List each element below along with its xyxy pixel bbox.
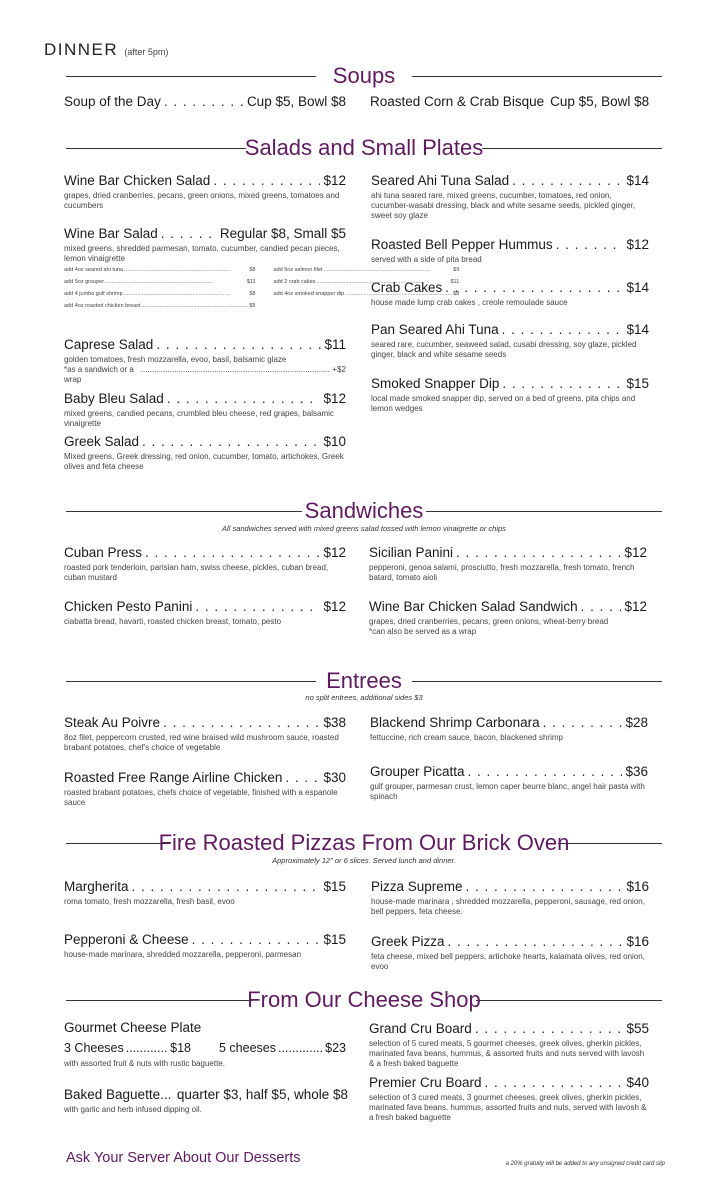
- item-description: selection of 5 cured meats, 5 gourmet cheeses, greek olives, gherkin pickles, marinated fava beans, hummus, & assorted fruits and nuts served with lavosh & a fresh baked baguette: [369, 1039, 645, 1068]
- addon-name: add 2 crab cakes: [273, 279, 316, 285]
- menu-item: [369, 598, 647, 637]
- item-description: grapes, dried cranberries, pecans, green onions, mixed greens, tomatoes and cucumbers: [64, 191, 340, 210]
- item-description: gulf grouper, parmesan crust, lemon caper beurre blanc, angel hair pasta with spinach: [370, 782, 645, 801]
- pizzas-section-header: [66, 831, 662, 855]
- item-description: local made smoked snapper dip, served on a bed of greens, pita chips and lemon wedges: [371, 394, 636, 413]
- addon-name: add 5oz salmon filet: [273, 267, 323, 273]
- desserts-note: Ask Your Server About Our Desserts: [66, 1150, 301, 1166]
- item-price: $12: [624, 545, 647, 560]
- menu-item: [64, 714, 346, 753]
- menu-item: [64, 336, 346, 385]
- item-description: served with a side of pita bread: [371, 255, 482, 264]
- item-description: house made lump crab cakes , creole remoulade sauce: [371, 298, 568, 307]
- item-price: $11: [324, 337, 346, 352]
- item-name: Baby Bleu Salad: [64, 391, 164, 406]
- entrees-section-header: [66, 669, 662, 693]
- item-description: feta cheese, mixed bell peppers, artichoke hearts, kalamata olives, red onion, evoo: [371, 952, 645, 971]
- option-label: 3 Cheeses: [64, 1041, 124, 1055]
- item-price: Cup $5, Bowl $8: [246, 94, 346, 109]
- menu-item: [370, 714, 648, 743]
- menu-item: [371, 236, 649, 265]
- sandwiches-title: Sandwiches: [304, 498, 424, 523]
- item-name: Chicken Pesto Panini: [64, 599, 193, 614]
- option-price: $18: [170, 1041, 191, 1055]
- addon-name: add 4oz seared ahi tuna: [64, 267, 124, 273]
- menu-item: [64, 769, 346, 808]
- menu-item: [371, 375, 649, 414]
- item-price: Regular $8, Small $5: [219, 226, 346, 241]
- menu-item: [64, 598, 346, 627]
- pizzas-title: Fire Roasted Pizzas From Our Brick Oven: [158, 830, 570, 855]
- item-description: roma tomato, fresh mozzarella, fresh basil, evoo: [64, 897, 235, 906]
- item-name: Blackend Shrimp Carbonara: [370, 715, 540, 730]
- item-name: Roasted Free Range Airline Chicken: [64, 770, 283, 785]
- item-description: ahi tuna seared rare, mixed greens, cucumber, tomatoes, red onion, cucumber-wasabi dressing, black and white sesame seeds, pickled ginger, sweet soy glaze: [371, 191, 636, 220]
- item-price: $12: [323, 391, 346, 406]
- addon-name: add 4oz smoked snapper dip: [273, 291, 345, 297]
- item-name: Grouper Picatta: [370, 764, 465, 779]
- dinner-time-note: (after 5pm): [124, 47, 169, 57]
- item-name: Soup of the Day: [64, 94, 161, 109]
- menu-item: [370, 93, 648, 110]
- item-description: mixed greens, candied pecans, crumbled bleu cheese, red grapes, balsamic vinaigrette: [64, 409, 334, 428]
- item-price: $12: [323, 545, 346, 560]
- item-description: house-made marinara, shredded mozzarella, pepperoni, parmesan: [64, 950, 302, 959]
- menu-item: [371, 172, 649, 221]
- cheese-title: From Our Cheese Shop: [247, 987, 481, 1012]
- item-description: Mixed greens, Greek dressing, red onion, cucumber, tomato, artichokes, Greek olives and feta cheese: [64, 452, 344, 471]
- item-name: Roasted Bell Pepper Hummus: [371, 237, 553, 252]
- item-name: Grand Cru Board: [369, 1021, 472, 1036]
- sandwiches-section-header: [66, 499, 662, 523]
- menu-item: [371, 933, 649, 972]
- item-name: Wine Bar Chicken Salad Sandwich: [369, 599, 578, 614]
- addon-price: $8: [453, 291, 460, 297]
- item-description-text: golden tomatoes, fresh mozzarella, evoo, basil, balsamic glaze: [64, 355, 287, 364]
- menu-item: [370, 763, 648, 802]
- item-price: quarter $3, half $5, whole $8: [176, 1087, 348, 1102]
- item-description: roasted pork tenderloin, parisian ham, swiss cheese, pickles, cuban bread, cuban mustard: [64, 563, 329, 582]
- item-name: Pan Seared Ahi Tuna: [371, 322, 499, 337]
- item-name: Smoked Snapper Dip: [371, 376, 500, 391]
- addon-name: add 4 jumbo gulf shrimp: [64, 291, 123, 297]
- item-name: Sicilian Panini: [369, 545, 454, 560]
- item-name: Baked Baguette...: [64, 1087, 172, 1102]
- menu-item: [369, 1074, 649, 1123]
- menu-item: [64, 93, 346, 110]
- item-description: roasted brabant potatoes, chefs choice of vegetable, finished with a espanole sauce: [64, 788, 338, 807]
- item-description: mixed greens, shredded parmesan, tomato, cucumber, candied pecan pieces, lemon vinaigrette: [64, 244, 340, 263]
- item-name: Pepperoni & Cheese: [64, 932, 189, 947]
- salads-section-header: [66, 136, 662, 160]
- item-description: pepperoni, genoa salami, prosciutto, fresh mozzarella, fresh tomato, french batard, tomato aioli: [369, 563, 635, 582]
- item-price: $14: [626, 322, 649, 337]
- dinner-heading: [44, 40, 168, 60]
- item-description: [369, 617, 647, 637]
- option-price: $23: [325, 1041, 346, 1055]
- option-label: 5 cheeses: [219, 1041, 276, 1055]
- item-name: Cuban Press: [64, 545, 143, 560]
- item-price: $14: [626, 173, 649, 188]
- item-price: $15: [626, 376, 649, 391]
- menu-item: [369, 544, 647, 583]
- extra-option-label: *as a sandwich or a wrap: [64, 365, 134, 384]
- item-price: $10: [323, 434, 346, 449]
- dinner-title: DINNER: [44, 40, 119, 59]
- item-description: house-made marinara , shredded mozzarella, pepperoni, sausage, red onion, bell peppers, feta cheese.: [371, 897, 645, 916]
- addon-price: $8: [249, 267, 256, 273]
- item-name: Pizza Supreme: [371, 879, 463, 894]
- salads-title: Salads and Small Plates: [244, 135, 484, 160]
- gratuity-note: a 20% gratuity will be added to any unsigned credit card slip: [505, 1161, 665, 1167]
- add-on-list: [64, 266, 460, 311]
- item-description-text: grapes, dried cranberries, pecans, green onions, wheat-berry bread: [369, 617, 609, 626]
- menu-item: [64, 433, 346, 472]
- item-price: $30: [323, 770, 346, 785]
- menu-item: [64, 544, 346, 583]
- addon-price: $9: [453, 267, 460, 273]
- menu-item: [369, 1020, 649, 1069]
- item-name: Greek Salad: [64, 434, 140, 449]
- addon-price: $8: [249, 291, 256, 297]
- item-description: with garlic and herb infused dipping oil.: [64, 1105, 202, 1114]
- item-name: Premier Cru Board: [369, 1075, 482, 1090]
- cheese-options: [64, 1040, 346, 1057]
- item-price: Cup $5, Bowl $8: [550, 94, 650, 109]
- soups-section-header: [66, 64, 662, 88]
- item-price: $12: [323, 599, 346, 614]
- menu-item: [371, 279, 649, 308]
- item-name: Wine Bar Salad: [64, 226, 158, 241]
- item-price: $55: [626, 1021, 649, 1036]
- pizzas-note: Approximately 12" or 6 slices. Served lunch and dinner.: [272, 856, 456, 865]
- item-price: $16: [626, 879, 649, 894]
- menu-item: [371, 878, 649, 917]
- menu-item: [64, 390, 346, 429]
- item-price: $16: [626, 934, 649, 949]
- sandwiches-note: All sandwiches served with mixed greens salad tossed with lemon vinaigrette or chips: [222, 524, 506, 533]
- item-name: Roasted Corn & Crab Bisque: [370, 94, 545, 109]
- menu-item: [64, 931, 346, 960]
- cheese-section-header: [66, 988, 662, 1012]
- entrees-note: no split entrees, additional sides $3: [305, 693, 423, 702]
- item-name: Greek Pizza: [371, 934, 445, 949]
- item-description: [64, 355, 346, 385]
- addon-name: add 4oz roasted chicken breast: [64, 303, 141, 309]
- menu-item: [64, 878, 346, 907]
- menu-item: [64, 1086, 348, 1115]
- addon-name: add 5oz grouper: [64, 279, 105, 285]
- item-price: $12: [626, 237, 649, 252]
- addon-price: $11: [450, 279, 460, 285]
- item-description: with assorted fruit & nuts with rustic baguette.: [64, 1059, 225, 1068]
- item-price: $40: [626, 1075, 649, 1090]
- item-name: Steak Au Poivre: [64, 715, 161, 730]
- item-price: $12: [323, 173, 346, 188]
- item-price: $15: [323, 932, 346, 947]
- addon-price: $5: [249, 303, 256, 309]
- item-name: Crab Cakes: [371, 280, 443, 295]
- item-price: $38: [323, 715, 346, 730]
- item-name: Margherita: [64, 879, 129, 894]
- item-description-note: *can also be served as a wrap: [369, 627, 477, 636]
- menu-item: [64, 172, 346, 211]
- item-price: $12: [624, 599, 647, 614]
- item-description: fettuccine, rich cream sauce, bacon, blackened shrimp: [370, 733, 563, 742]
- entrees-title: Entrees: [326, 668, 402, 693]
- item-name: Caprese Salad: [64, 337, 154, 352]
- item-description: 8oz filet, peppercorn crusted, red wine braised wild mushroom sauce, roasted brabant potatoes, chef's choice of vegetable: [64, 733, 339, 752]
- item-price: $15: [323, 879, 346, 894]
- menu-item: [371, 321, 649, 360]
- item-price: $28: [625, 715, 648, 730]
- item-price: $36: [625, 764, 648, 779]
- menu-item: [64, 1019, 346, 1069]
- item-description: seared rare, cucumber, seaweed salad, cusabi dressing, soy glaze, pickled ginger, black and white sesame seeds: [371, 340, 637, 359]
- addon-price: $11: [246, 279, 256, 285]
- item-price: $14: [626, 280, 649, 295]
- item-name: Wine Bar Chicken Salad: [64, 173, 211, 188]
- item-description: ciabatta bread, havarti, roasted chicken breast, tomato, pesto: [64, 617, 282, 626]
- item-name: Gourmet Cheese Plate: [64, 1020, 202, 1035]
- extra-option-price: +$2: [332, 365, 346, 374]
- soups-title: Soups: [332, 63, 396, 88]
- item-description: selection of 3 cured meats, 3 gourmet cheeses, greek olives, gherkin pickles, marinated fava beans, hummus, assorted fruits and nuts, served with lavosh & a fresh baked baguette: [369, 1093, 647, 1122]
- item-name: Seared Ahi Tuna Salad: [371, 173, 510, 188]
